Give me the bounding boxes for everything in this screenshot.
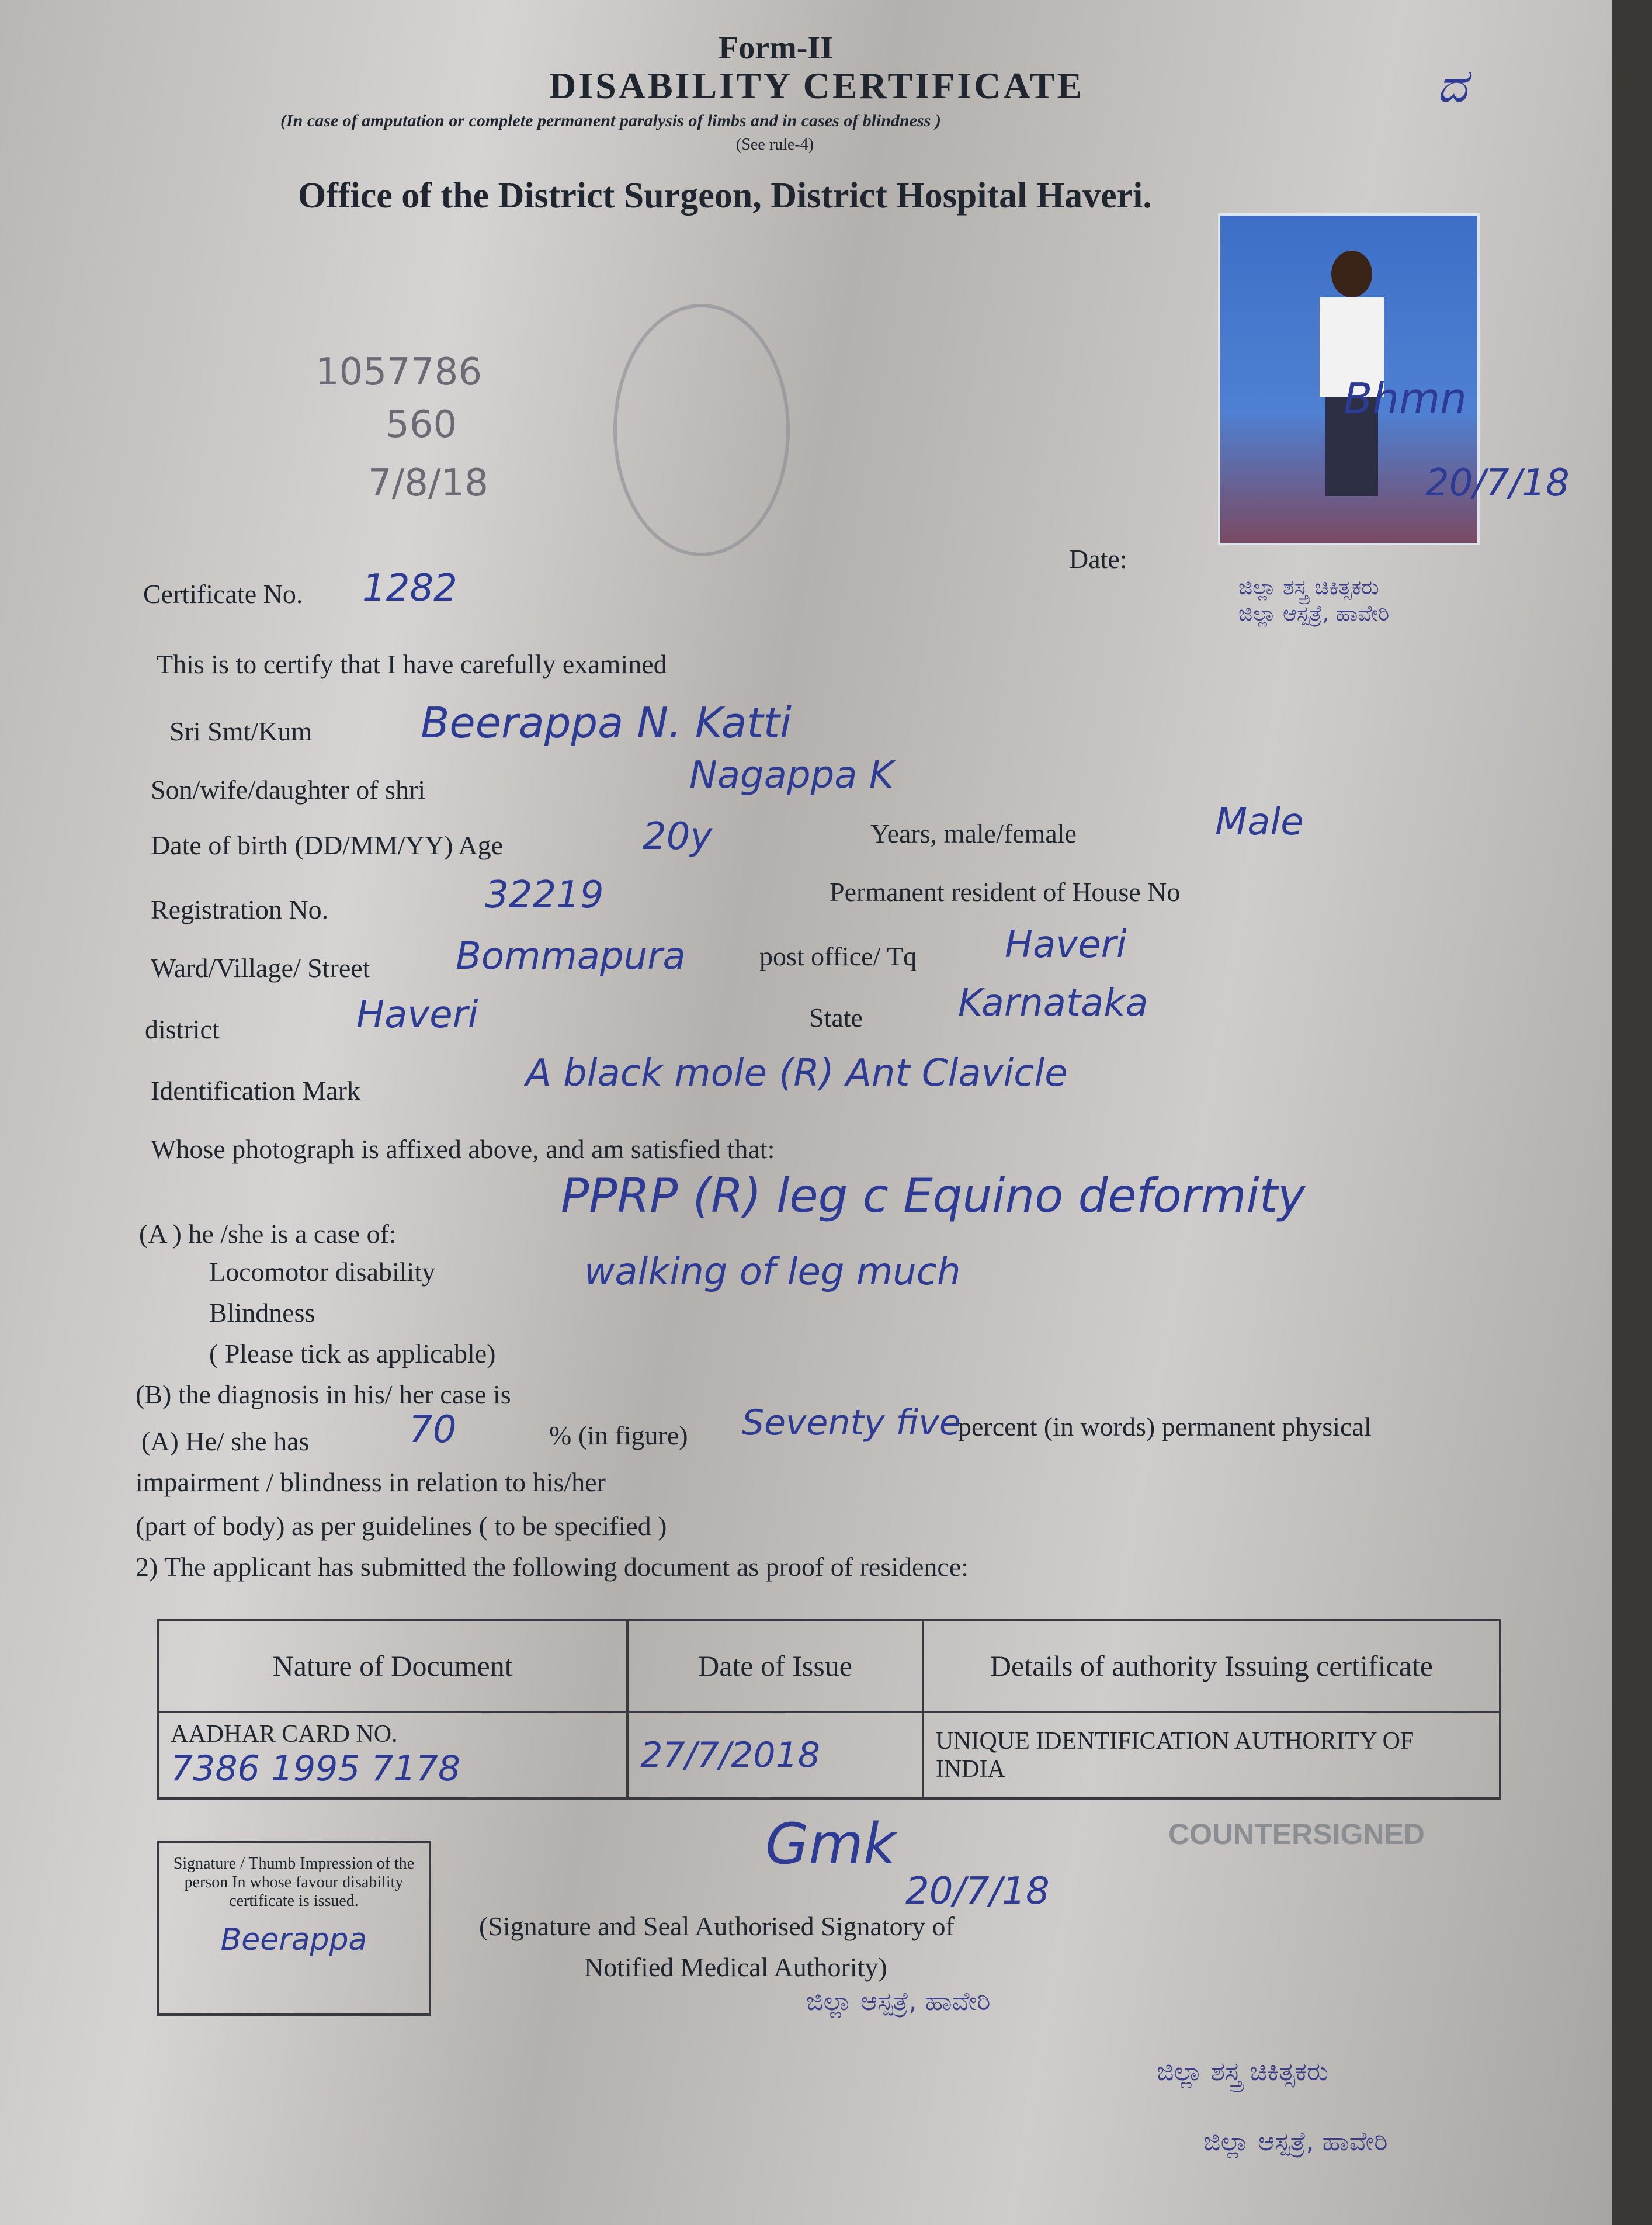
dob-label: Date of birth (DD/MM/YY) Age: [151, 830, 504, 860]
hospital-stamp: ಜಿಲ್ಲಾ ಆಸ್ಪತ್ರೆ, ಹಾವೇರಿ: [806, 1987, 991, 2016]
part-line: (part of body) as per guidelines ( to be specified ): [136, 1511, 667, 1541]
registration-value: 32219: [485, 874, 604, 917]
photo-date: 20/7/18: [1425, 462, 1570, 505]
diagnosis-handwritten-2: walking of leg much: [584, 1250, 961, 1294]
photo-statement: Whose photograph is affixed above, and am satisfied that:: [151, 1134, 775, 1164]
issuing-authority: UNIQUE IDENTIFICATION AUTHORITY OF INDIA: [923, 1712, 1500, 1798]
authority-sign-date: 20/7/18: [905, 1870, 1050, 1913]
percent-label: (A) He/ she has: [141, 1426, 310, 1456]
page-edge: [1612, 0, 1652, 2225]
proof-line: 2) The applicant has submitted the following document as proof of residence:: [136, 1552, 969, 1582]
ref-date: 7/8/18: [368, 462, 488, 505]
table-header: Date of Issue: [627, 1620, 923, 1712]
document-type: AADHAR CARD NO.: [171, 1721, 398, 1748]
ref-number: 1057786: [315, 351, 483, 394]
case-label: (A ) he /she is a case of:: [139, 1219, 397, 1249]
date-stamp-line1: ಜಿಲ್ಲಾ ಶಸ್ತ್ರ ಚಿಕಿತ್ಸಕರು: [1238, 576, 1379, 599]
identification-label: Identification Mark: [151, 1076, 360, 1105]
post-value: Haveri: [1005, 923, 1127, 966]
form-number: Form-II: [719, 30, 833, 66]
surgeon-stamp-line1: ಜಿಲ್ಲಾ ಶಸ್ತ್ರ ಚಿಕಿತ್ಸಕರು: [1157, 2057, 1329, 2087]
ref-code: 560: [386, 403, 457, 446]
impairment-line: impairment / blindness in relation to his/her: [136, 1467, 606, 1497]
certificate-subtitle: (In case of amputation or complete permanent paralysis of limbs and in cases of blindness ): [280, 111, 941, 130]
house-label: Permanent resident of House No: [830, 877, 1181, 907]
office-heading: Office of the District Surgeon, District Hospital Haveri.: [298, 176, 1152, 216]
date-stamp-line2: ಜಿಲ್ಲಾ ಆಸ್ಪತ್ರೆ, ಹಾವೇರಿ: [1238, 602, 1390, 626]
post-label: post office/ Tq: [759, 941, 917, 971]
certificate-title: DISABILITY CERTIFICATE: [549, 65, 1085, 106]
photo-head: [1331, 251, 1372, 297]
authority-line-2: Notified Medical Authority): [584, 1952, 887, 1982]
registration-label: Registration No.: [151, 895, 329, 924]
parent-label: Son/wife/daughter of shri: [151, 775, 426, 805]
photo-person: [1320, 251, 1384, 496]
office-seal: [613, 304, 790, 556]
percent-figure-label: % (in figure): [549, 1420, 688, 1450]
state-value: Karnataka: [958, 982, 1148, 1025]
handwritten-tick: ದ: [1437, 58, 1467, 113]
date-label: Date:: [1069, 544, 1127, 574]
tick-note: ( Please tick as applicable): [209, 1339, 496, 1368]
table-header-row: [158, 1620, 1500, 1712]
intro-line: This is to certify that I have carefully examined: [157, 649, 667, 679]
applicant-signature: Beerappa: [220, 1922, 367, 1957]
certificate-no-label: Certificate No.: [143, 579, 303, 609]
issue-date: 27/7/2018: [627, 1712, 923, 1798]
signature-box-caption: Signature / Thumb Impression of the person In whose favour disability certificate is issued.: [173, 1855, 415, 1910]
countersigned-stamp: COUNTERSIGNED: [1168, 1818, 1425, 1850]
state-label: State: [809, 1003, 863, 1032]
table-row: [158, 1712, 1500, 1798]
authority-signature: Gmk: [765, 1811, 896, 1877]
blindness-option: Blindness: [209, 1298, 315, 1328]
ward-label: Ward/Village/ Street: [151, 953, 370, 983]
parent-value: Nagappa K: [689, 754, 894, 797]
document-cell: [158, 1712, 627, 1798]
years-label: Years, male/female: [870, 819, 1077, 848]
district-label: district: [145, 1014, 220, 1044]
ward-value: Bommapura: [456, 935, 686, 978]
name-label: Sri Smt/Kum: [169, 716, 313, 746]
district-value: Haveri: [356, 993, 478, 1037]
diagnosis-label: (B) the diagnosis in his/ her case is: [136, 1380, 511, 1409]
percent-words-label: percent (in words) permanent physical: [958, 1412, 1372, 1441]
percent-words-value: Seventy five: [742, 1402, 961, 1443]
percent-value: 70: [409, 1408, 457, 1451]
certificate-no-value: 1282: [362, 567, 457, 610]
aadhar-number: 7386 1995 7178: [171, 1748, 461, 1789]
age-value: 20y: [643, 815, 713, 858]
name-value: Beerappa N. Katti: [421, 698, 792, 747]
authority-line-1: (Signature and Seal Authorised Signatory of: [479, 1911, 955, 1941]
surgeon-stamp-line2: ಜಿಲ್ಲಾ ಆಸ್ಪತ್ರೆ, ಹಾವೇರಿ: [1203, 2127, 1388, 2157]
locomotor-option: Locomotor disability: [209, 1257, 436, 1287]
gender-value: Male: [1215, 800, 1304, 844]
diagnosis-handwritten-1: PPRP (R) leg c Equino deformity: [561, 1169, 1306, 1223]
photo-signature: Bhmn: [1344, 374, 1467, 423]
table-header: Details of authority Issuing certificate: [923, 1620, 1500, 1712]
applicant-signature-box: [157, 1841, 431, 2016]
table-header: Nature of Document: [158, 1620, 627, 1712]
rule-reference: (See rule-4): [736, 136, 814, 154]
residence-proof-table: [157, 1619, 1501, 1800]
identification-value: A black mole (R) Ant Clavicle: [526, 1052, 1068, 1095]
